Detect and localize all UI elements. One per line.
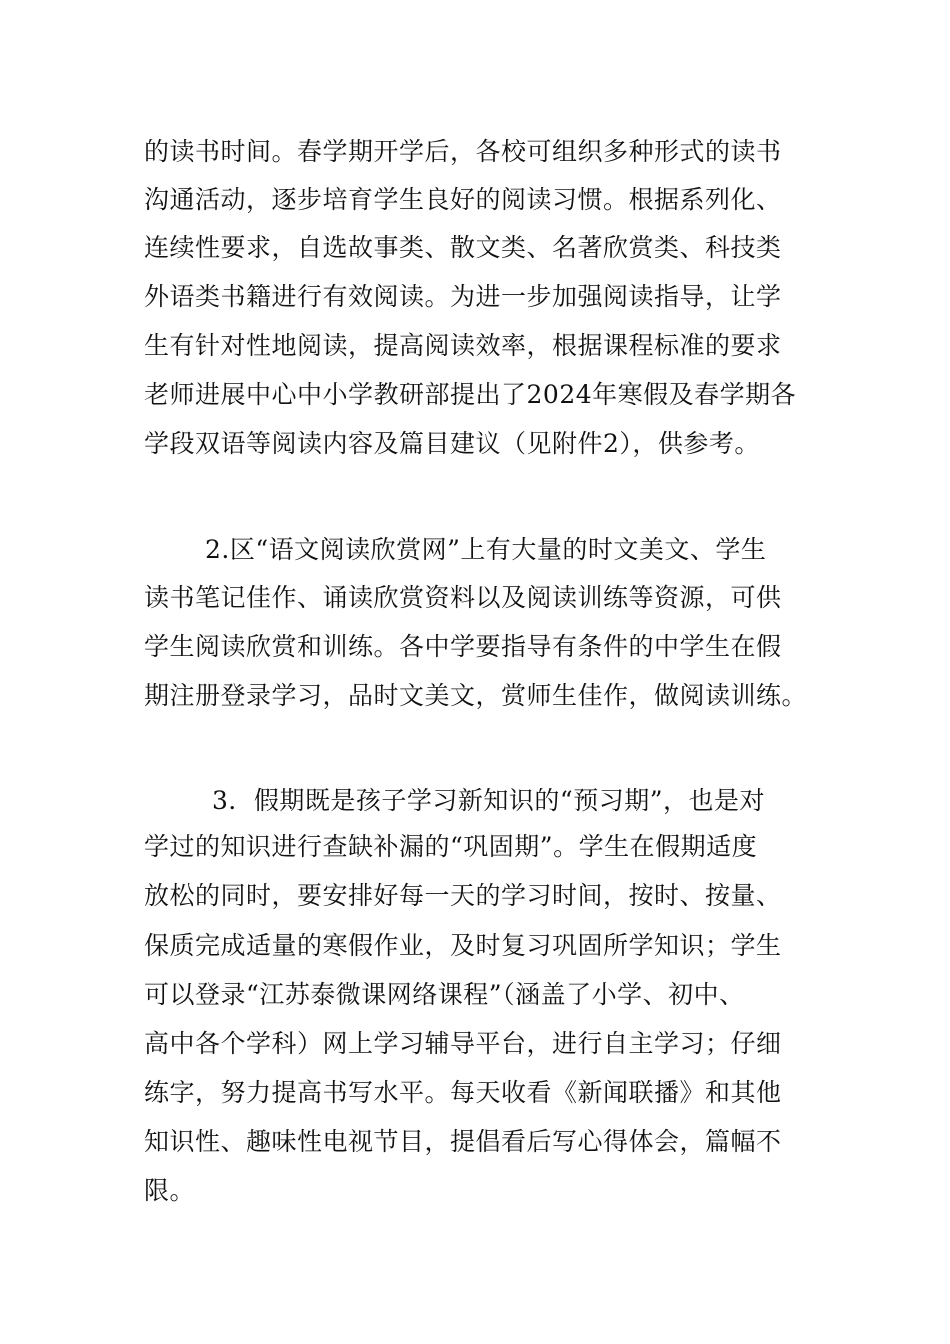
paragraph-line: 放松的同时，要安排好每一天的学习时间，按时、按量、 (144, 881, 782, 910)
paragraph-line: 学过的知识进行查缺补漏的“巩固期”。学生在假期适度 (144, 832, 758, 861)
paragraph-line: 外语类书籍进行有效阅读。为进一步加强阅读指导，让学 (144, 282, 782, 311)
paragraph-line: 期注册登录学习，品时文美文，赏师生佳作，做阅读训练。 (144, 681, 808, 710)
paragraph-line: 可以登录“江苏泰微课网络课程”（涵盖了小学、初中、 (144, 980, 745, 1009)
paragraph-line: 保质完成适量的寒假作业，及时复习巩固所学知识；学生 (144, 931, 782, 960)
paragraph-line: 学生阅读欣赏和训练。各中学要指导有条件的中学生在假 (144, 632, 782, 661)
paragraph-line: 连续性要求，自选故事类、散文类、名著欣赏类、科技类 (144, 233, 782, 262)
paragraph-line: 的读书时间。春学期开学后，各校可组织多种形式的读书 (144, 137, 782, 166)
paragraph-line: 学段双语等阅读内容及篇目建议（见附件2），供参考。 (144, 429, 760, 458)
paragraph-line: 限。 (144, 1176, 196, 1205)
paragraph-line: 老师进展中心中小学教研部提出了2024年寒假及春学期各 (144, 380, 797, 409)
paragraph-line: 沟通活动，逐步培育学生良好的阅读习惯。根据系列化、 (144, 185, 782, 214)
paragraph-line: 3．假期既是孩子学习新知识的“预习期”，也是对 (212, 786, 765, 815)
paragraph-line: 高中各个学科）网上学习辅导平台，进行自主学习；仔细 (144, 1029, 782, 1058)
paragraph-line: 读书笔记佳作、诵读欣赏资料以及阅读训练等资源，可供 (144, 583, 782, 612)
paragraph-line: 练字，努力提高书写水平。每天收看《新闻联播》和其他 (144, 1078, 782, 1107)
paragraph-line: 生有针对性地阅读，提高阅读效率，根据课程标准的要求 (144, 331, 782, 360)
paragraph-line: 2.区“语文阅读欣赏网”上有大量的时文美文、学生 (205, 535, 767, 564)
paragraph-line: 知识性、趣味性电视节目，提倡看后写心得体会，篇幅不 (144, 1127, 782, 1156)
